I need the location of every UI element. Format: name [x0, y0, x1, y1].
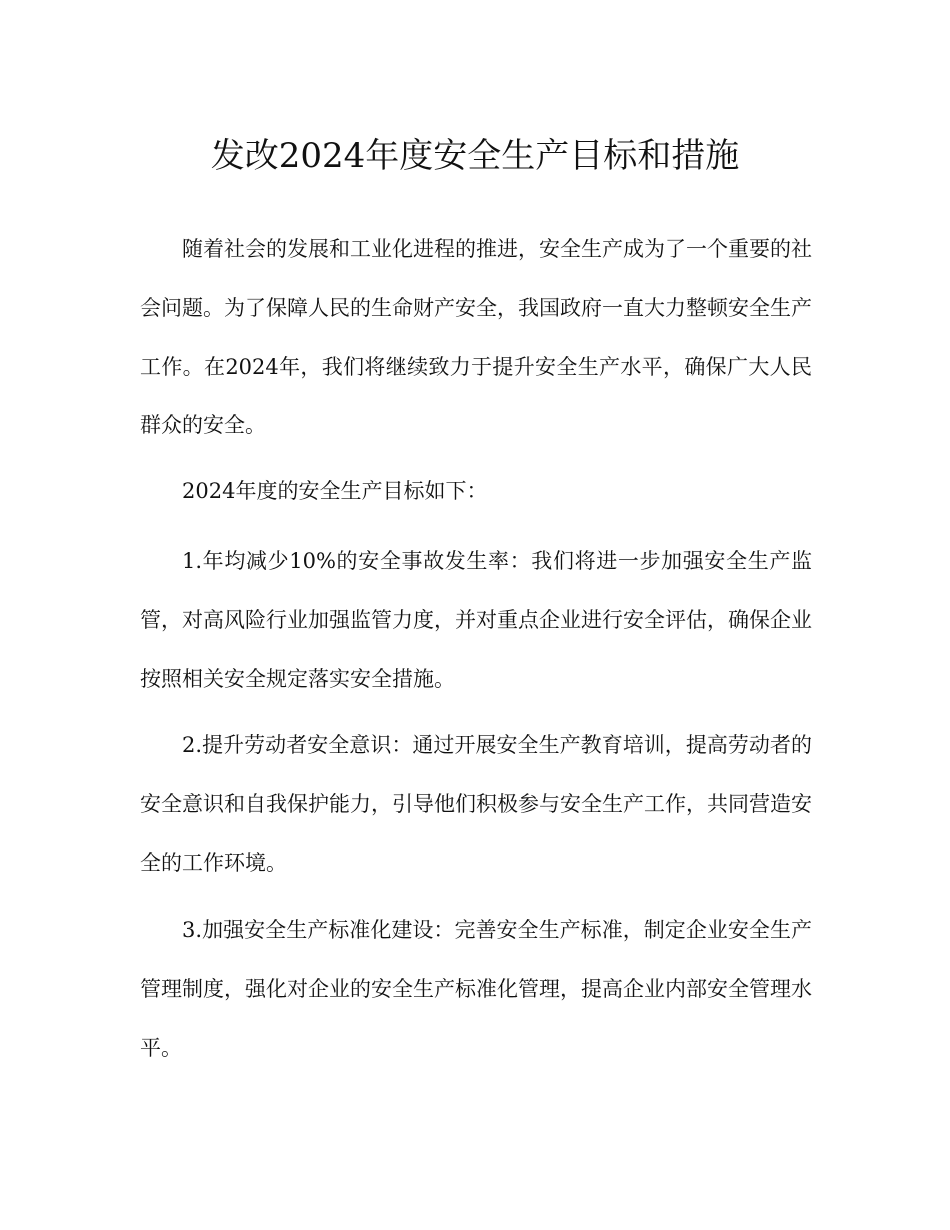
paragraph-goal-3: 3.加强安全生产标准化建设：完善安全生产标准，制定企业安全生产管理制度，强化对企业的安全生产标准化管理，提高企业内部安全管理水平。 [140, 918, 812, 1060]
paragraph-goal-1: 1.年均减少10%的安全事故发生率：我们将进一步加强安全生产监管，对高风险行业加强监管力度，并对重点企业进行安全评估，确保企业按照相关安全规定落实安全措施。 [140, 549, 812, 691]
paragraph-goal-2: 2.提升劳动者安全意识：通过开展安全生产教育培训，提高劳动者的安全意识和自我保护能力，引导他们积极参与安全生产工作，共同营造安全的工作环境。 [140, 733, 812, 875]
paragraph-intro: 随着社会的发展和工业化进程的推进，安全生产成为了一个重要的社会问题。为了保障人民的生命财产安全，我国政府一直大力整顿安全生产工作。在2024年，我们将继续致力于提升安全生产水平，确保广大人民群众的安全。 [140, 237, 812, 438]
document-title: 发改2024年度安全生产目标和措施 [210, 136, 740, 176]
paragraph-goals-heading: 2024年度的安全生产目标如下： [182, 479, 488, 503]
